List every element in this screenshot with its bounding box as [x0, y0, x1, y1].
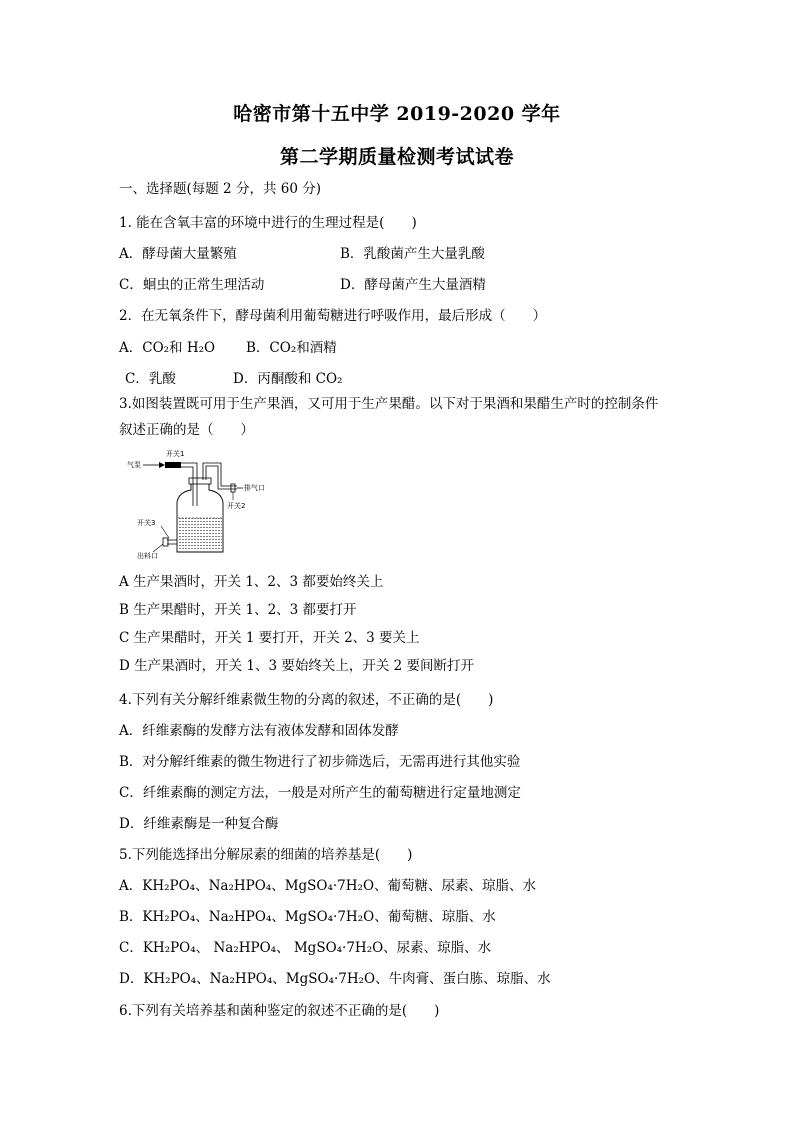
- q5-option-b: B．KH₂PO₄、Na₂HPO₄、MgSO₄·7H₂O、葡萄糖、琼脂、水: [119, 909, 496, 925]
- q2-option-d: D．丙酮酸和 CO₂: [233, 371, 343, 387]
- diagram-label-switch1: 开关1: [166, 450, 185, 458]
- switch1-valve: [165, 462, 181, 468]
- switch3-valve: [163, 538, 168, 546]
- diagram-label-exhaust: 排气口: [244, 484, 265, 492]
- q2-option-b: B．CO₂和酒精: [246, 340, 337, 356]
- q3-stem-line2: 叙述正确的是（ ）: [119, 422, 254, 438]
- q1-option-d: D．酵母菌产生大量酒精: [340, 277, 486, 293]
- q4-option-b: B．对分解纤维素的微生物进行了初步筛选后，无需再进行其他实验: [119, 754, 521, 770]
- q3-option-c: C 生产果醋时，开关 1 要打开，开关 2、3 要关上: [119, 630, 420, 646]
- q2-option-a: A．CO₂和 H₂O: [119, 340, 216, 356]
- q4-option-c: C．纤维素酶的测定方法，一般是对所产生的葡萄糖进行定量地测定: [119, 785, 521, 801]
- q3-option-b: B 生产果醋时，开关 1、2、3 都要打开: [119, 602, 357, 618]
- q2-option-c: C．乳酸: [125, 371, 176, 387]
- q1-option-b: B．乳酸菌产生大量乳酸: [340, 246, 485, 262]
- q3-option-a: A 生产果酒时，开关 1、2、3 都要始终关上: [119, 574, 384, 590]
- outlet-tube: [167, 540, 177, 544]
- q4-option-a: A．纤维素酶的发酵方法有液体发酵和固体发酵: [119, 723, 399, 739]
- bottle-stopper: [189, 478, 211, 484]
- inlet-tube: [181, 463, 197, 506]
- switch3-pointer: [161, 526, 169, 538]
- q3-option-d: D 生产果酒时，开关 1、3 要始终关上，开关 2 要间断打开: [119, 658, 475, 674]
- pump-arrowhead: [159, 462, 165, 468]
- q5-stem: 5.下列能选择出分解尿素的细菌的培养基是( ): [119, 847, 413, 863]
- switch2-valve: [231, 484, 235, 492]
- q5-option-d: D．KH₂PO₄、Na₂HPO₄、MgSO₄·7H₂O、牛肉膏、蛋白胨、琼脂、水: [119, 971, 551, 987]
- q4-option-d: D．纤维素酶是一种复合酶: [119, 816, 279, 832]
- fermentation-liquid: [178, 518, 222, 551]
- diagram-label-pump: 气泵: [127, 461, 141, 469]
- q1-stem: 1. 能在含氧丰富的环境中进行的生理过程是( ): [119, 215, 417, 231]
- diagram-label-switch2: 开关2: [227, 502, 246, 510]
- fermentation-apparatus-diagram: [119, 448, 265, 566]
- q5-option-a: A．KH₂PO₄、Na₂HPO₄、MgSO₄·7H₂O、葡萄糖、尿素、琼脂、水: [119, 878, 537, 894]
- q3-stem-line1: 3.如图装置既可用于生产果酒，又可用于生产果醋。以下对于果酒和果醋生产时的控制条件: [119, 396, 659, 412]
- q6-stem: 6.下列有关培养基和菌种鉴定的叙述不正确的是( ): [119, 1003, 440, 1019]
- q5-option-c: C．KH₂PO₄、 Na₂HPO₄、 MgSO₄·7H₂O、尿素、琼脂、水: [119, 940, 492, 956]
- diagram-label-switch3: 开关3: [137, 519, 156, 527]
- outlet-pointer: [153, 544, 163, 552]
- q4-stem: 4.下列有关分解纤维素微生物的分离的叙述，不正确的是( ): [119, 692, 494, 708]
- q1-option-a: A．酵母菌大量繁殖: [119, 246, 237, 262]
- q1-option-c: C．蛔虫的正常生理活动: [119, 277, 265, 293]
- q2-stem: 2．在无氧条件下，酵母菌利用葡萄糖进行呼吸作用，最后形成（ ）: [119, 308, 547, 324]
- diagram-label-outlet: 出料口: [137, 552, 158, 560]
- exam-title-line2: 第二学期质量检测考试试卷: [279, 146, 514, 168]
- exhaust-tube: [203, 463, 237, 489]
- exam-title-line1: 哈密市第十五中学 2019-2020 学年: [233, 103, 561, 125]
- section-heading: 一、选择题(每题 2 分，共 60 分): [119, 181, 321, 197]
